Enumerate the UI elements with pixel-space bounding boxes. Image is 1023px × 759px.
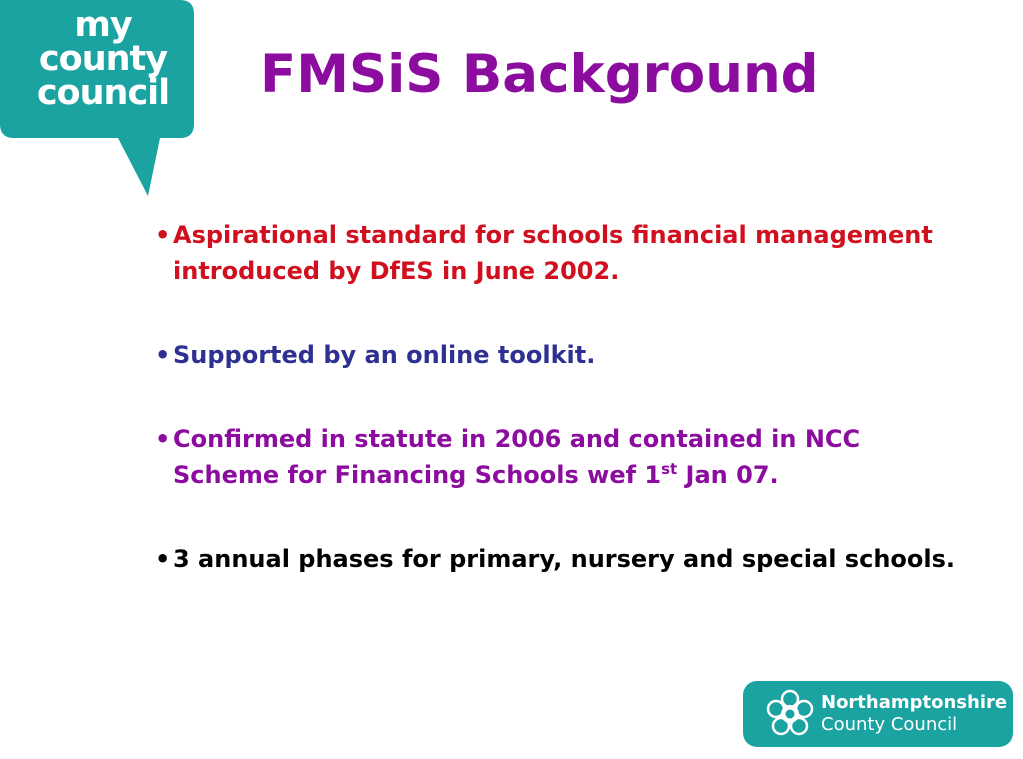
bullet-text: Confirmed in statute in 2006 and contained in NCC Scheme for Financing Schools wef 1	[173, 425, 861, 489]
bubble-line-2: county	[38, 39, 168, 79]
bullet-glyph: •	[155, 221, 171, 249]
northamptonshire-council-logo	[743, 681, 1013, 747]
bullet-item	[155, 217, 955, 289]
bullet-text: Aspirational standard for schools financial management introduced by DfES in June 2002.	[173, 221, 933, 285]
bubble-line-1: my	[74, 5, 132, 45]
council-name-line-1: Northamptonshire	[821, 692, 1008, 713]
slide-title: FMSiS Background	[260, 44, 819, 105]
bullet-text-tail: Jan 07.	[677, 461, 779, 489]
bubble-text	[28, 5, 178, 113]
bullet-glyph: •	[155, 341, 171, 369]
rose-icon	[765, 689, 815, 739]
bullet-text: Supported by an online toolkit.	[173, 341, 596, 369]
council-name-line-2: County Council	[821, 714, 958, 735]
bullet-glyph: •	[155, 425, 171, 453]
bullet-glyph: •	[155, 545, 171, 573]
council-name	[821, 692, 1007, 736]
bullet-item	[155, 541, 955, 577]
bubble-line-3: council	[36, 73, 170, 113]
bullet-list	[155, 217, 955, 577]
bullet-item	[155, 337, 955, 373]
superscript: st	[661, 460, 678, 478]
my-county-council-logo	[0, 0, 200, 200]
bullet-text: 3 annual phases for primary, nursery and special schools.	[173, 545, 956, 573]
bullet-item	[155, 421, 955, 493]
